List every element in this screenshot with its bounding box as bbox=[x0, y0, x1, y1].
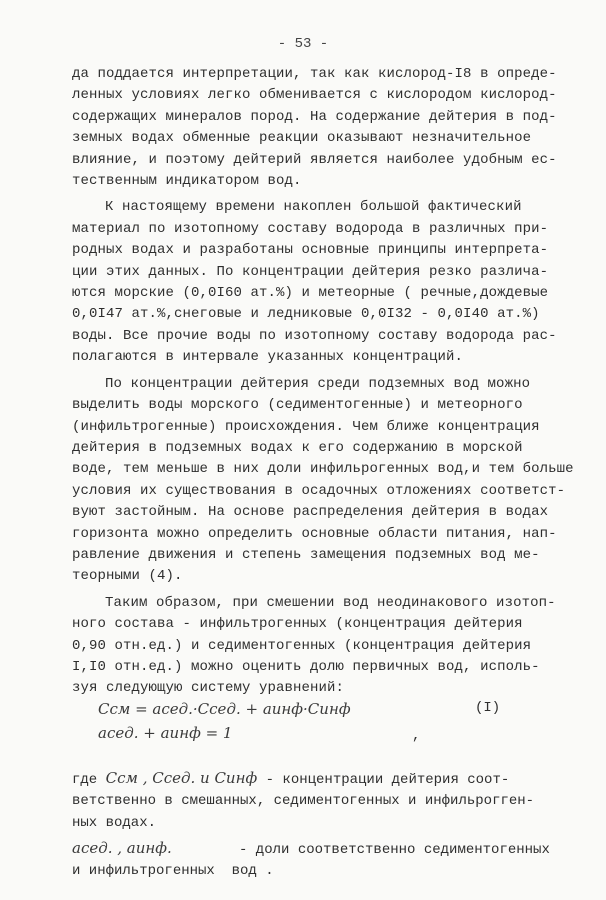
equation-comma: , bbox=[412, 727, 421, 744]
text-line: теорными (4). bbox=[72, 568, 183, 585]
text-line: равление движения и степень замещения подземных вод ме- bbox=[72, 546, 540, 563]
text-line: ются морские (0,0I60 ат.%) и метеорные ( речные,дождевые bbox=[72, 285, 549, 302]
definition-text: - концентрации дейтерия соот- bbox=[257, 771, 510, 788]
paragraph bbox=[72, 374, 592, 588]
text-line: ного состава - инфильтрогенных (концентрация дейтерия bbox=[72, 616, 523, 633]
text-line: родных водах и разработаны основные принципы интерпрета- bbox=[72, 242, 549, 259]
text-line: 0,0I47 ат.%,снеговые и ледниковые 0,0I32 - 0,0I40 ат.%) bbox=[72, 306, 540, 323]
text-line: воде, тем меньше в них доли инфильрогенных вод,и тем больше bbox=[72, 461, 574, 478]
text-line: ленных условиях легко обменивается с кислородом кислород- bbox=[72, 87, 557, 104]
definition-symbols: Cсм , Cсед. и Cинф bbox=[105, 768, 258, 787]
text-line: I,I0 отн.ед.) можно оценить долю первичных вод, исполь- bbox=[72, 658, 540, 675]
text-line: Таким образом, при смешении вод неодинакового изотоп- bbox=[105, 594, 556, 611]
text-line: тественным индикатором вод. bbox=[72, 173, 302, 190]
text-line: К настоящему времени накоплен большой фактический bbox=[105, 199, 522, 216]
definition-prefix: где bbox=[72, 771, 106, 788]
equation-2 bbox=[72, 724, 592, 748]
equation-text: Cсм = aсед.·Cсед. + aинф·Cинф bbox=[98, 699, 351, 718]
text-line: полагаются в интервале указанных концентраций. bbox=[72, 349, 464, 366]
text-line: По концентрации дейтерия среди подземных вод можно bbox=[105, 375, 531, 392]
text-line: земных водах обменные реакции оказывают незначительное bbox=[72, 130, 532, 147]
text-line: да поддается интерпретации, так как кислород-I8 в опреде- bbox=[72, 66, 557, 82]
text-line: ветственно в смешанных, седиментогенных и инфильрогген- bbox=[72, 793, 535, 810]
equation-1 bbox=[72, 700, 592, 724]
text-line: ных водах. bbox=[72, 814, 157, 831]
text-line: влияние, и поэтому дейтерий является наиболее удобным ес- bbox=[72, 151, 557, 168]
text-line: горизонта можно определить основные области питания, нап- bbox=[72, 525, 557, 542]
text-line: (инфильтрогенные) происхождения. Чем ближе концентрация bbox=[72, 418, 540, 435]
paragraph bbox=[72, 64, 592, 192]
paragraph bbox=[72, 197, 592, 368]
text-line: вуют застойным. На основе распределения дейтерия в водах bbox=[72, 504, 549, 521]
text-line: и инфильтрогенных вод . bbox=[72, 863, 274, 880]
definition-2 bbox=[72, 838, 592, 883]
text-line: 0,90 отн.ед.) и седиментогенных (концентрация дейтерия bbox=[72, 637, 532, 654]
text-line: содержащих минералов пород. На содержание дейтерия в под- bbox=[72, 108, 557, 125]
equation-text: aсед. + aинф = 1 bbox=[98, 723, 233, 742]
equation-number: (I) bbox=[475, 699, 501, 716]
text-line: зуя следующую систему уравнений: bbox=[72, 680, 345, 697]
definition-1 bbox=[72, 768, 592, 834]
definition-text: - доли соответственно седиментогенных bbox=[171, 842, 550, 858]
text-line: воды. Все прочие воды по изотопному составу водорода рас- bbox=[72, 327, 557, 344]
text-line: материал по изотопному составу водорода в различных при- bbox=[72, 220, 549, 237]
document-body bbox=[72, 64, 592, 883]
text-line: условия их существования в осадочных отложениях соответст- bbox=[72, 482, 566, 499]
paragraph bbox=[72, 593, 592, 700]
text-line: выделить воды морского (седиментогенные) и метеорного bbox=[72, 397, 523, 414]
text-line: дейтерия в подземных водах к его содержанию в морской bbox=[72, 439, 523, 456]
page-number: - 53 - bbox=[277, 36, 329, 52]
definition-symbols: aсед. , aинф. bbox=[72, 839, 172, 857]
text-line: ции этих данных. По концентрации дейтерия резко различа- bbox=[72, 263, 549, 280]
